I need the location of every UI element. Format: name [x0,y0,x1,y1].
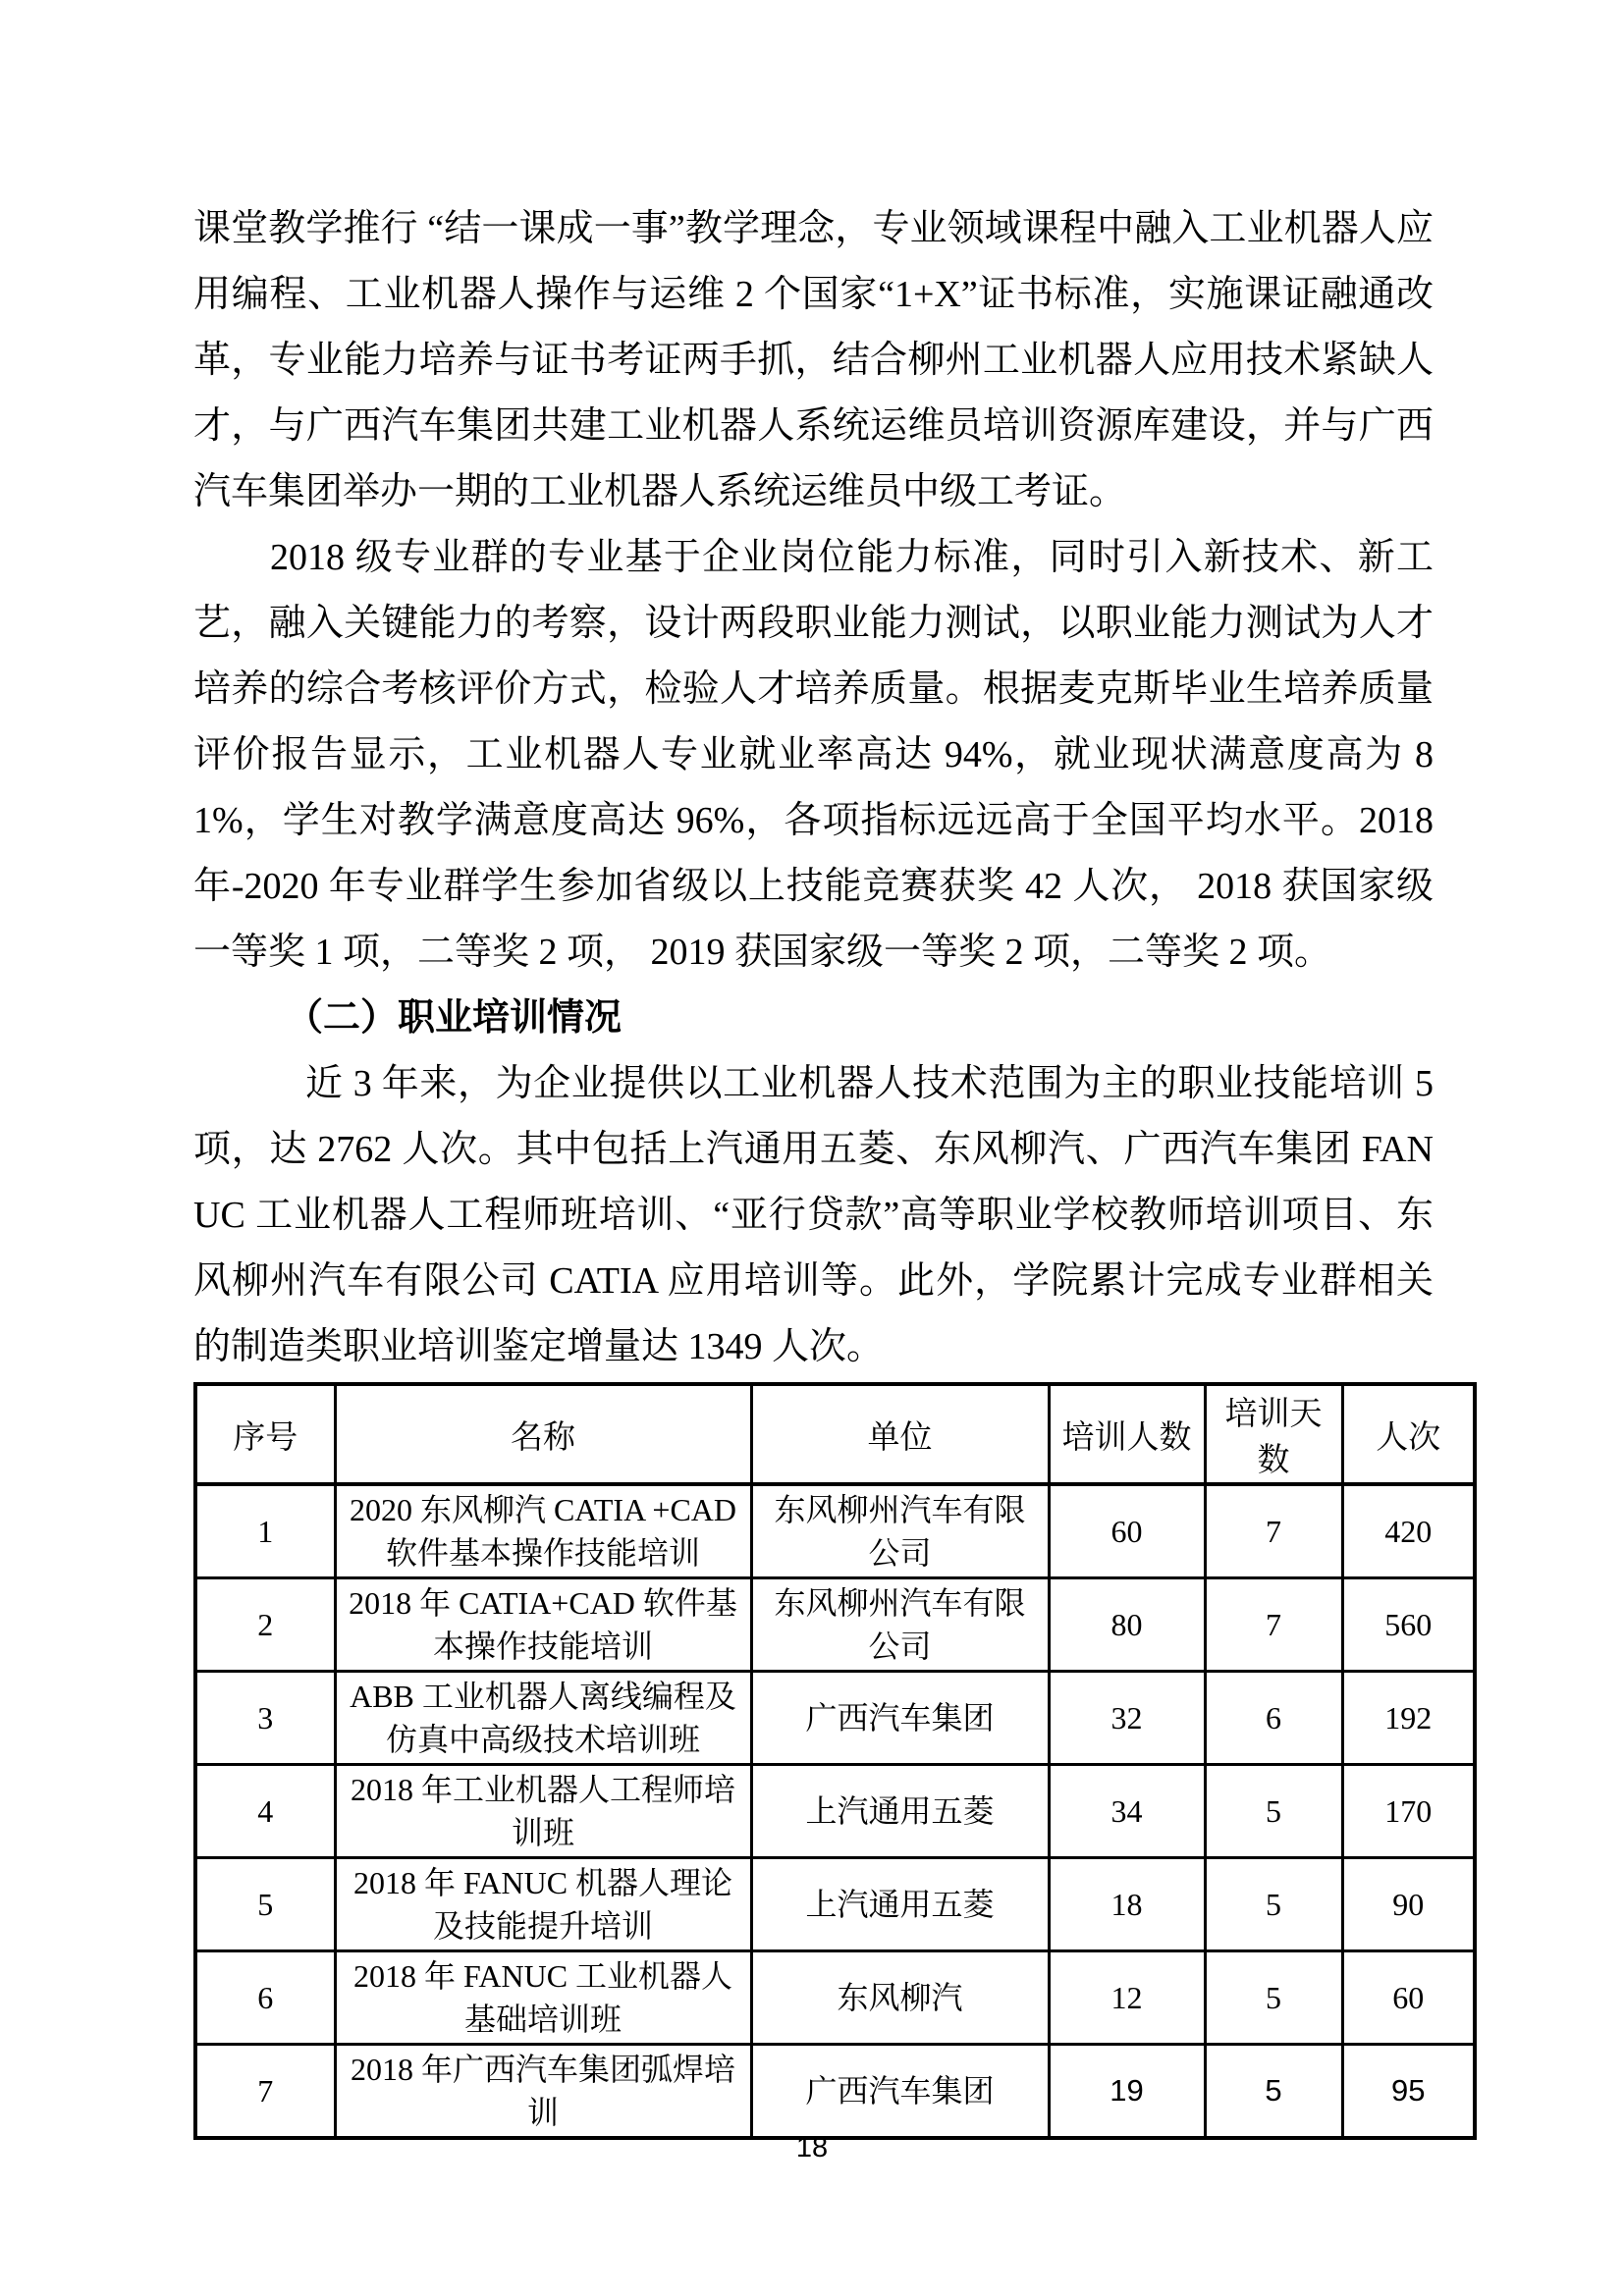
cell-trainees: 60 [1049,1484,1205,1578]
cell-name: 2018 年 FANUC 工业机器人基础培训班 [335,1951,751,2045]
cell-no: 5 [195,1858,335,1951]
cell-no: 7 [195,2045,335,2139]
cell-unit: 上汽通用五菱 [751,1858,1049,1951]
cell-unit: 广西汽车集团 [751,2045,1049,2139]
table-row [195,1578,1475,1672]
table-header-row [195,1384,1475,1484]
section-heading: （二）职业培训情况 [286,997,623,1039]
header-cell-no: 序号 [195,1384,335,1484]
cell-days: 5 [1205,1951,1342,2045]
cell-name: 2018 年工业机器人工程师培训班 [335,1765,751,1858]
cell-trainees: 80 [1049,1578,1205,1672]
cell-trainees: 34 [1049,1765,1205,1858]
cell-person-times: 420 [1342,1484,1475,1578]
cell-name: 2018 年广西汽车集团弧焊培训 [335,2045,751,2139]
document-body [193,196,1473,2140]
header-cell-name: 名称 [335,1384,751,1484]
table-row [195,1951,1475,2045]
cell-unit: 东风柳州汽车有限公司 [751,1578,1049,1672]
cell-no: 4 [195,1765,335,1858]
table-row [195,1672,1475,1765]
cell-person-times: 90 [1342,1858,1475,1951]
cell-person-times: 60 [1342,1951,1475,2045]
header-cell-unit: 单位 [751,1384,1049,1484]
cell-no: 2 [195,1578,335,1672]
header-cell-trainees: 培训人数 [1049,1384,1205,1484]
cell-trainees: 12 [1049,1951,1205,2045]
cell-unit: 东风柳汽 [751,1951,1049,2045]
cell-no: 3 [195,1672,335,1765]
cell-no: 1 [195,1484,335,1578]
table-row [195,1484,1475,1578]
training-table [193,1382,1477,2140]
cell-name: 2020 东风柳汽 CATIA +CAD 软件基本操作技能培训 [335,1484,751,1578]
cell-unit: 上汽通用五菱 [751,1765,1049,1858]
table-row [195,2045,1475,2139]
paragraph-1: 课堂教学推行 “结一课成一事”教学理念，专业领域课程中融入工业机器人应用编程、工业机器人操作与运维 2 个国家“1+X”证书标准，实施课证融通改革，专业能力培养与证书考证两手抓，结合柳州工业机器人应用技术紧缺人才，与广西汽车集团共建工业机器人系统运维员培训资源库建设，并与广西汽车集团举办一期的工业机器人系统运维员中级工考证。 [193,208,1434,512]
cell-person-times: 95 [1342,2045,1475,2139]
cell-trainees: 32 [1049,1672,1205,1765]
cell-days: 6 [1205,1672,1342,1765]
cell-trainees: 19 [1049,2045,1205,2139]
cell-no: 6 [195,1951,335,2045]
page-number: 18 [795,2132,829,2163]
cell-name: 2018 年 CATIA+CAD 软件基本操作技能培训 [335,1578,751,1672]
cell-person-times: 560 [1342,1578,1475,1672]
cell-days: 5 [1205,1858,1342,1951]
table-row [195,1765,1475,1858]
cell-days: 5 [1205,1765,1342,1858]
cell-unit: 广西汽车集团 [751,1672,1049,1765]
cell-person-times: 170 [1342,1765,1475,1858]
paragraph-2: 2018 级专业群的专业基于企业岗位能力标准，同时引入新技术、新工艺，融入关键能力的考察，设计两段职业能力测试，以职业能力测试为人才培养的综合考核评价方式，检验人才培养质量。根据麦克斯毕业生培养质量评价报告显示，工业机器人专业就业率高达 94%，就业现状满意度高为 81%，学生对教学满意度高达 96%，各项指标远远高于全国平均水平。2018 年-2020 年专业群学生参加省级以上技能竞赛获奖 42 人次， 2018 获国家级一等奖 1 项，二等奖 2 项， 2019 获国家级一等奖 2 项，二等奖 2 项。 [193,537,1434,973]
cell-days: 5 [1205,2045,1342,2139]
cell-person-times: 192 [1342,1672,1475,1765]
header-cell-days: 培训天数 [1205,1384,1342,1484]
cell-days: 7 [1205,1484,1342,1578]
cell-unit: 东风柳州汽车有限公司 [751,1484,1049,1578]
header-cell-person-times: 人次 [1342,1384,1475,1484]
cell-name: 2018 年 FANUC 机器人理论及技能提升培训 [335,1858,751,1951]
cell-days: 7 [1205,1578,1342,1672]
table-row [195,1858,1475,1951]
paragraph-3: 近 3 年来，为企业提供以工业机器人技术范围为主的职业技能培训 5 项，达 2762 人次。其中包括上汽通用五菱、东风柳汽、广西汽车集团 FANUC 工业机器人工程师班培训、“亚行贷款”高等职业学校教师培训项目、东风柳州汽车有限公司 CATIA 应用培训等。此外，学院累计完成专业群相关的制造类职业培训鉴定增量达 1349 人次。 [193,1063,1434,1367]
cell-trainees: 18 [1049,1858,1205,1951]
cell-name: ABB 工业机器人离线编程及仿真中高级技术培训班 [335,1672,751,1765]
